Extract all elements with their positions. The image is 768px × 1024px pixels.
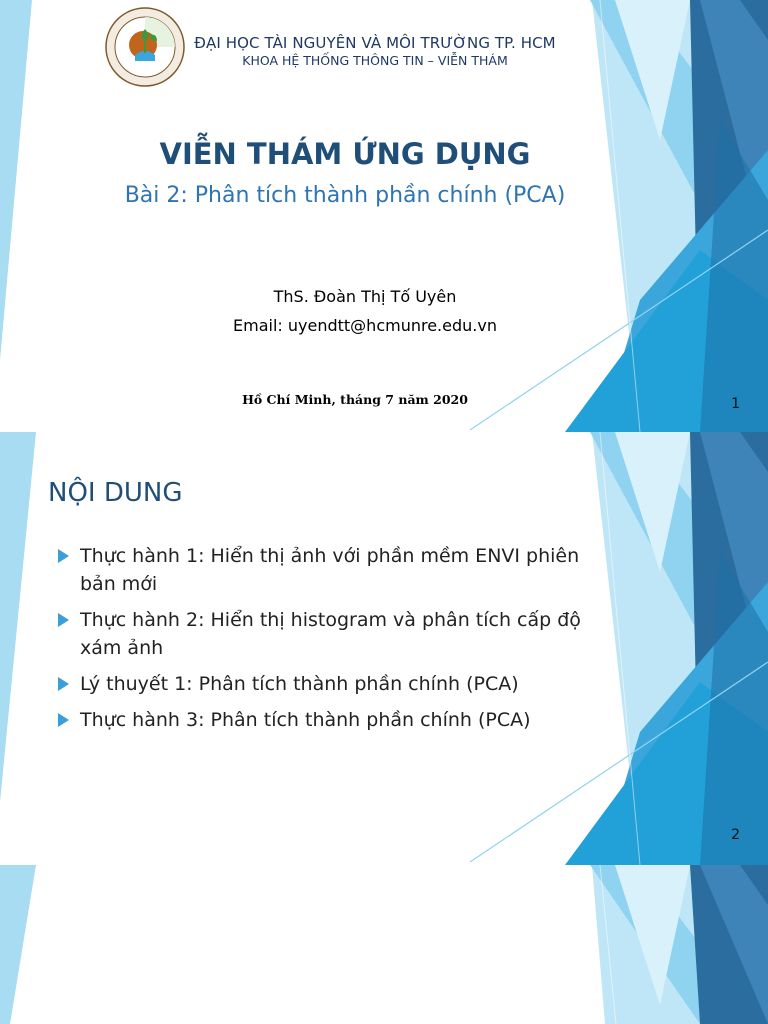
list-item	[58, 606, 613, 662]
university-seal-logo	[105, 7, 185, 87]
author-name: ThS. Đoàn Thị Tố Uyên	[273, 287, 457, 306]
slide-decoration-shapes	[0, 865, 768, 1024]
triangle-arrow-icon	[58, 677, 69, 691]
faculty-name: KHOA HỆ THỐNG THÔNG TIN – VIỄN THÁM	[242, 53, 508, 68]
place-date: Hồ Chí Minh, tháng 7 năm 2020	[242, 392, 468, 407]
list-item-text: Thực hành 3: Phân tích thành phần chính (PCA)	[80, 709, 531, 731]
list-item-text: Lý thuyết 1: Phân tích thành phần chính (PCA)	[80, 673, 519, 695]
page-number: 1	[731, 396, 740, 412]
list-item-text: Thực hành 1: Hiển thị ảnh với phần mềm ENVI phiên bản mới	[80, 545, 580, 595]
list-item	[58, 706, 613, 734]
page-number: 2	[731, 827, 740, 843]
list-item	[58, 542, 613, 598]
list-item-text: Thực hành 2: Hiển thị histogram và phân tích cấp độ xám ảnh	[80, 609, 581, 659]
triangle-arrow-icon	[58, 549, 69, 563]
triangle-arrow-icon	[58, 613, 69, 627]
slide-1	[0, 0, 768, 432]
section-heading: NỘI DUNG	[48, 478, 183, 508]
list-item	[58, 670, 613, 698]
content-list	[58, 542, 613, 742]
slide-3-partial	[0, 865, 768, 1024]
author-email: Email: uyendtt@hcmunre.edu.vn	[233, 316, 497, 335]
slide-2	[0, 432, 768, 865]
triangle-arrow-icon	[58, 713, 69, 727]
university-name: ĐẠI HỌC TÀI NGUYÊN VÀ MÔI TRƯỜNG TP. HCM	[194, 34, 556, 52]
course-title: VIỄN THÁM ỨNG DỤNG	[159, 137, 531, 171]
lesson-subtitle: Bài 2: Phân tích thành phần chính (PCA)	[124, 183, 566, 208]
